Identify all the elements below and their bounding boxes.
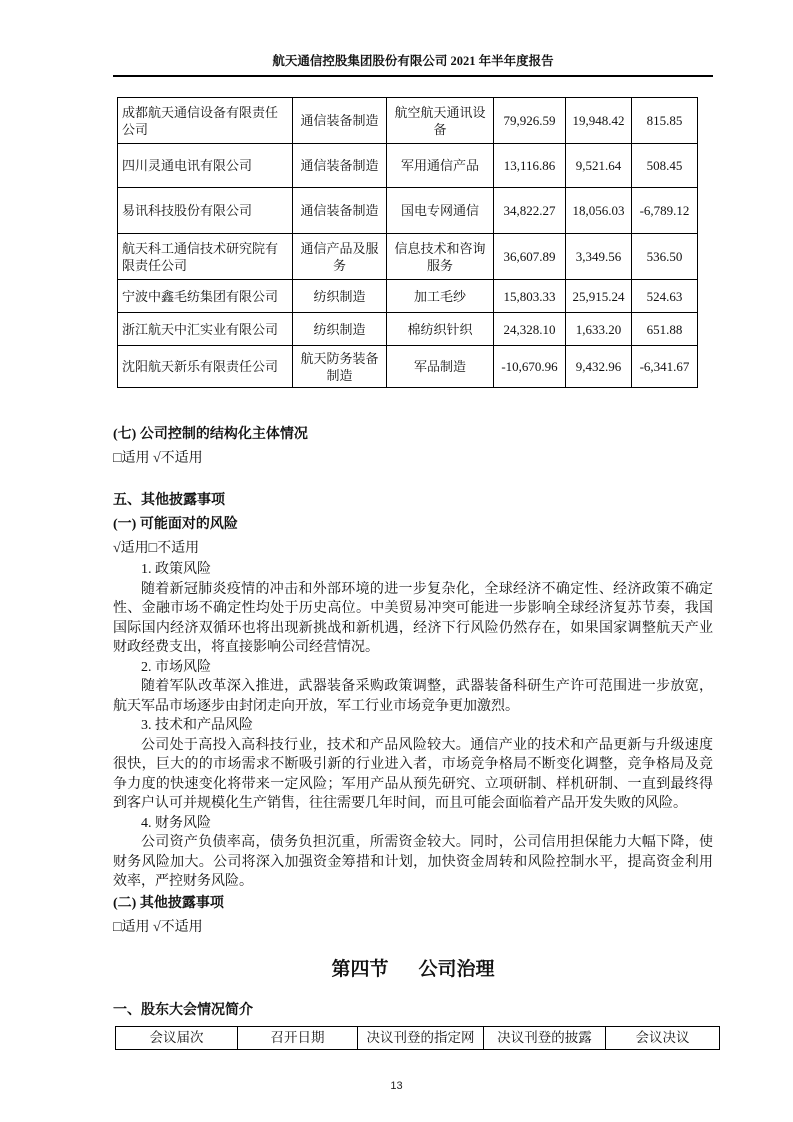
table-row xyxy=(118,144,698,188)
cell-value-3: -6,341.67 xyxy=(632,346,698,388)
cell-company: 宁波中鑫毛纺集团有限公司 xyxy=(118,280,293,313)
cell-value-1: -10,670.96 xyxy=(494,346,566,388)
page-header-title: 航天通信控股集团股份有限公司 2021 年半年度报告 xyxy=(272,54,554,68)
chapter-title: 公司治理 xyxy=(418,958,495,980)
table-row xyxy=(118,188,698,234)
cell-company: 浙江航天中汇实业有限公司 xyxy=(118,313,293,346)
cell-value-2: 25,915.24 xyxy=(566,280,632,313)
cell-value-1: 24,328.10 xyxy=(494,313,566,346)
cell-industry: 纺织制造 xyxy=(293,313,387,346)
cell-value-3: -6,789.12 xyxy=(632,188,698,234)
meetings-header-cell: 会议决议 xyxy=(606,1026,720,1049)
cell-products: 军品制造 xyxy=(387,346,494,388)
page-number: 13 xyxy=(390,1080,403,1092)
table-row xyxy=(118,280,698,313)
risk-caption: 4. 财务风险 xyxy=(141,815,211,831)
cell-products: 信息技术和咨询服务 xyxy=(387,234,494,280)
cell-value-3: 508.45 xyxy=(632,144,698,188)
applicability-line: √适用□不适用 xyxy=(113,541,200,556)
table-row xyxy=(118,346,698,388)
table-row xyxy=(118,98,698,144)
meetings-header-cell: 会议届次 xyxy=(116,1026,238,1049)
cell-value-3: 524.63 xyxy=(632,280,698,313)
risk-caption: 2. 市场风险 xyxy=(141,659,211,675)
risk-disclosure-block xyxy=(113,560,713,892)
cell-industry: 航天防务装备制造 xyxy=(293,346,387,388)
table-row xyxy=(118,234,698,280)
cell-company: 四川灵通电讯有限公司 xyxy=(118,144,293,188)
shareholder-meetings-table xyxy=(115,1026,720,1050)
cell-value-1: 34,822.27 xyxy=(494,188,566,234)
risk-paragraph: 公司资产负债率高，债务负担沉重，所需资金较大。同时，公司信用担保能力大幅下降，使财务风险加大。公司将深入加强资金筹措和计划，加快资金周转和风险控制水平，提高资金利用效率，严控财务风险。 xyxy=(113,835,713,889)
cell-value-2: 3,349.56 xyxy=(566,234,632,280)
chapter-heading xyxy=(113,957,713,983)
risk-paragraph: 公司处于高投入高科技行业，技术和产品风险较大。通信产业的技术和产品更新与升级速度很快，巨大的的市场需求不断吸引新的行业进入者，市场竞争格局不断变化调整，竞争格局及竞争力度的快速变化将带来一定风险；军用产品从预先研究、立项研制、样机研制、一直到最终得到客户认可并规模化生产销售，往往需要几年时间，而且可能会面临着产品开发失败的风险。 xyxy=(113,737,713,811)
cell-products: 军用通信产品 xyxy=(387,144,494,188)
cell-value-2: 1,633.20 xyxy=(566,313,632,346)
table-row xyxy=(118,313,698,346)
section-heading-other-disclosures: 五、其他披露事项 xyxy=(113,493,225,508)
risk-caption: 1. 政策风险 xyxy=(141,562,211,577)
cell-value-3: 651.88 xyxy=(632,313,698,346)
applicability-line: □适用 √不适用 xyxy=(113,451,203,466)
cell-value-1: 79,926.59 xyxy=(494,98,566,144)
cell-industry: 纺织制造 xyxy=(293,280,387,313)
cell-company: 沈阳航天新乐有限责任公司 xyxy=(118,346,293,388)
cell-company: 航天科工通信技术研究院有限责任公司 xyxy=(118,234,293,280)
cell-value-2: 19,948.42 xyxy=(566,98,632,144)
cell-value-3: 536.50 xyxy=(632,234,698,280)
cell-industry: 通信装备制造 xyxy=(293,98,387,144)
cell-value-1: 15,803.33 xyxy=(494,280,566,313)
section-heading-risks: (一) 可能面对的风险 xyxy=(113,517,238,532)
cell-value-2: 9,521.64 xyxy=(566,144,632,188)
cell-products: 加工毛纱 xyxy=(387,280,494,313)
cell-value-2: 18,056.03 xyxy=(566,188,632,234)
subsidiaries-table xyxy=(117,97,698,388)
cell-company: 成都航天通信设备有限责任公司 xyxy=(118,98,293,144)
applicability-line: □适用 √不适用 xyxy=(113,919,203,935)
cell-industry: 通信装备制造 xyxy=(293,144,387,188)
table-header-row xyxy=(116,1026,720,1049)
cell-value-3: 815.85 xyxy=(632,98,698,144)
risk-paragraph: 随着军队改革深入推进，武器装备采购政策调整，武器装备科研生产许可范围进一步放宽，航天军品市场逐步由封闭走向开放，军工行业市场竞争更加激烈。 xyxy=(113,679,713,714)
cell-industry: 通信装备制造 xyxy=(293,188,387,234)
cell-industry: 通信产品及服务 xyxy=(293,234,387,280)
chapter-label: 第四节 xyxy=(331,958,389,980)
risk-caption: 3. 技术和产品风险 xyxy=(141,718,253,733)
risk-paragraph: 随着新冠肺炎疫情的冲击和外部环境的进一步复杂化，全球经济不确定性、经济政策不确定性、金融市场不确定性均处于历史高位。中美贸易冲突可能进一步影响全球经济复苏节奏，我国国际国内经济双循环也将出现新挑战和新机遇，经济下行风险仍然存在，如果国家调整航天产业财政经费支出，将直接影响公司经营情况。 xyxy=(113,581,713,655)
meetings-header-cell: 决议刊登的披露 xyxy=(484,1026,606,1049)
section-heading-other-disclosure-items: (二) 其他披露事项 xyxy=(113,895,224,911)
section-heading-shareholder-meetings: 一、股东大会情况简介 xyxy=(113,1002,253,1018)
cell-products: 航空航天通讯设备 xyxy=(387,98,494,144)
meetings-header-cell: 决议刊登的指定网 xyxy=(358,1026,484,1049)
cell-value-1: 36,607.89 xyxy=(494,234,566,280)
cell-products: 国电专网通信 xyxy=(387,188,494,234)
section-heading-structured-entities: (七) 公司控制的结构化主体情况 xyxy=(113,427,308,442)
meetings-header-cell: 召开日期 xyxy=(238,1026,358,1049)
cell-company: 易讯科技股份有限公司 xyxy=(118,188,293,234)
cell-value-2: 9,432.96 xyxy=(566,346,632,388)
header-rule xyxy=(113,75,713,77)
cell-value-1: 13,116.86 xyxy=(494,144,566,188)
cell-products: 棉纺织针织 xyxy=(387,313,494,346)
